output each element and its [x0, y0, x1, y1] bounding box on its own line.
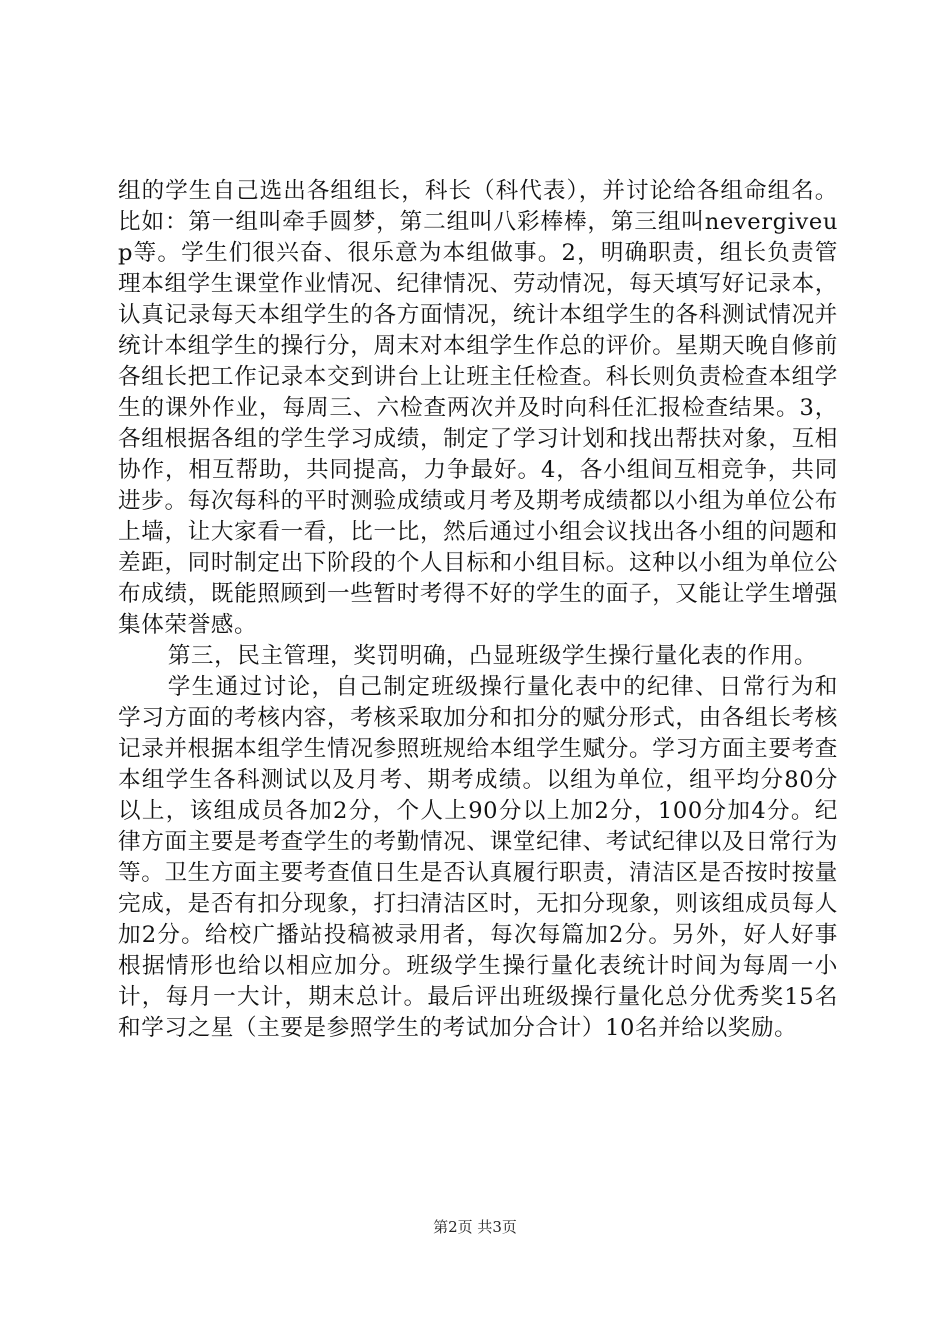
- page-footer: 第2页 共3页: [433, 1218, 517, 1236]
- paragraph-1: 组的学生自己选出各组组长，科长（科代表），并讨论给各组命组名。比如：第一组叫牵手圆梦，第二组叫八彩棒棒，第三组叫nevergiveup等。学生们很兴奋、很乐意为本组做事。2，明确职责，组长负责管理本组学生课堂作业情况、纪律情况、劳动情况，每天填写好记录本，认真记录每天本组学生的各方面情况，统计本组学生的各科测试情况并统计本组学生的操行分，周末对本组学生作总的评价。星期天晚自修前各组长把工作记录本交到讲台上让班主任检查。科长则负责检查本组学生的课外作业，每周三、六检查两次并及时向科任汇报检查结果。3，各组根据各组的学生学习成绩，制定了学习计划和找出帮扶对象，互相协作，相互帮助，共同提高，力争最好。4，各小组间互相竞争，共同进步。每次每科的平时测验成绩或月考及期考成绩都以小组为单位公布上墙，让大家看一看，比一比，然后通过小组会议找出各小组的问题和差距，同时制定出下阶段的个人目标和小组目标。这种以小组为单位公布成绩，既能照顾到一些暂时考得不好的学生的面子，又能让学生增强集体荣誉感。: [118, 178, 838, 638]
- document-body: [118, 176, 838, 1044]
- paragraph-2: 第三，民主管理，奖罚明确，凸显班级学生操行量化表的作用。: [167, 643, 818, 669]
- paragraph-3: 学生通过讨论，自己制定班级操行量化表中的纪律、日常行为和学习方面的考核内容，考核采取加分和扣分的赋分形式，由各组长考核记录并根据本组学生情况参照班规给本组学生赋分。学习方面主要考查本组学生各科测试以及月考、期考成绩。以组为单位，组平均分80分以上，该组成员各加2分，个人上90分以上加2分，100分加4分。纪律方面主要是考查学生的考勤情况、课堂纪律、考试纪律以及日常行为等。卫生方面主要考查值日生是否认真履行职责，清洁区是否按时按量完成，是否有扣分现象，打扫清洁区时，无扣分现象，则该组成员每人加2分。给校广播站投稿被录用者，每次每篇加2分。另外，好人好事根据情形也给以相应加分。班级学生操行量化表统计时间为每周一小计，每月一大计，期末总计。最后评出班级操行量化总分优秀奖15名和学习之星（主要是参照学生的考试加分合计）10名并给以奖励。: [118, 674, 838, 1041]
